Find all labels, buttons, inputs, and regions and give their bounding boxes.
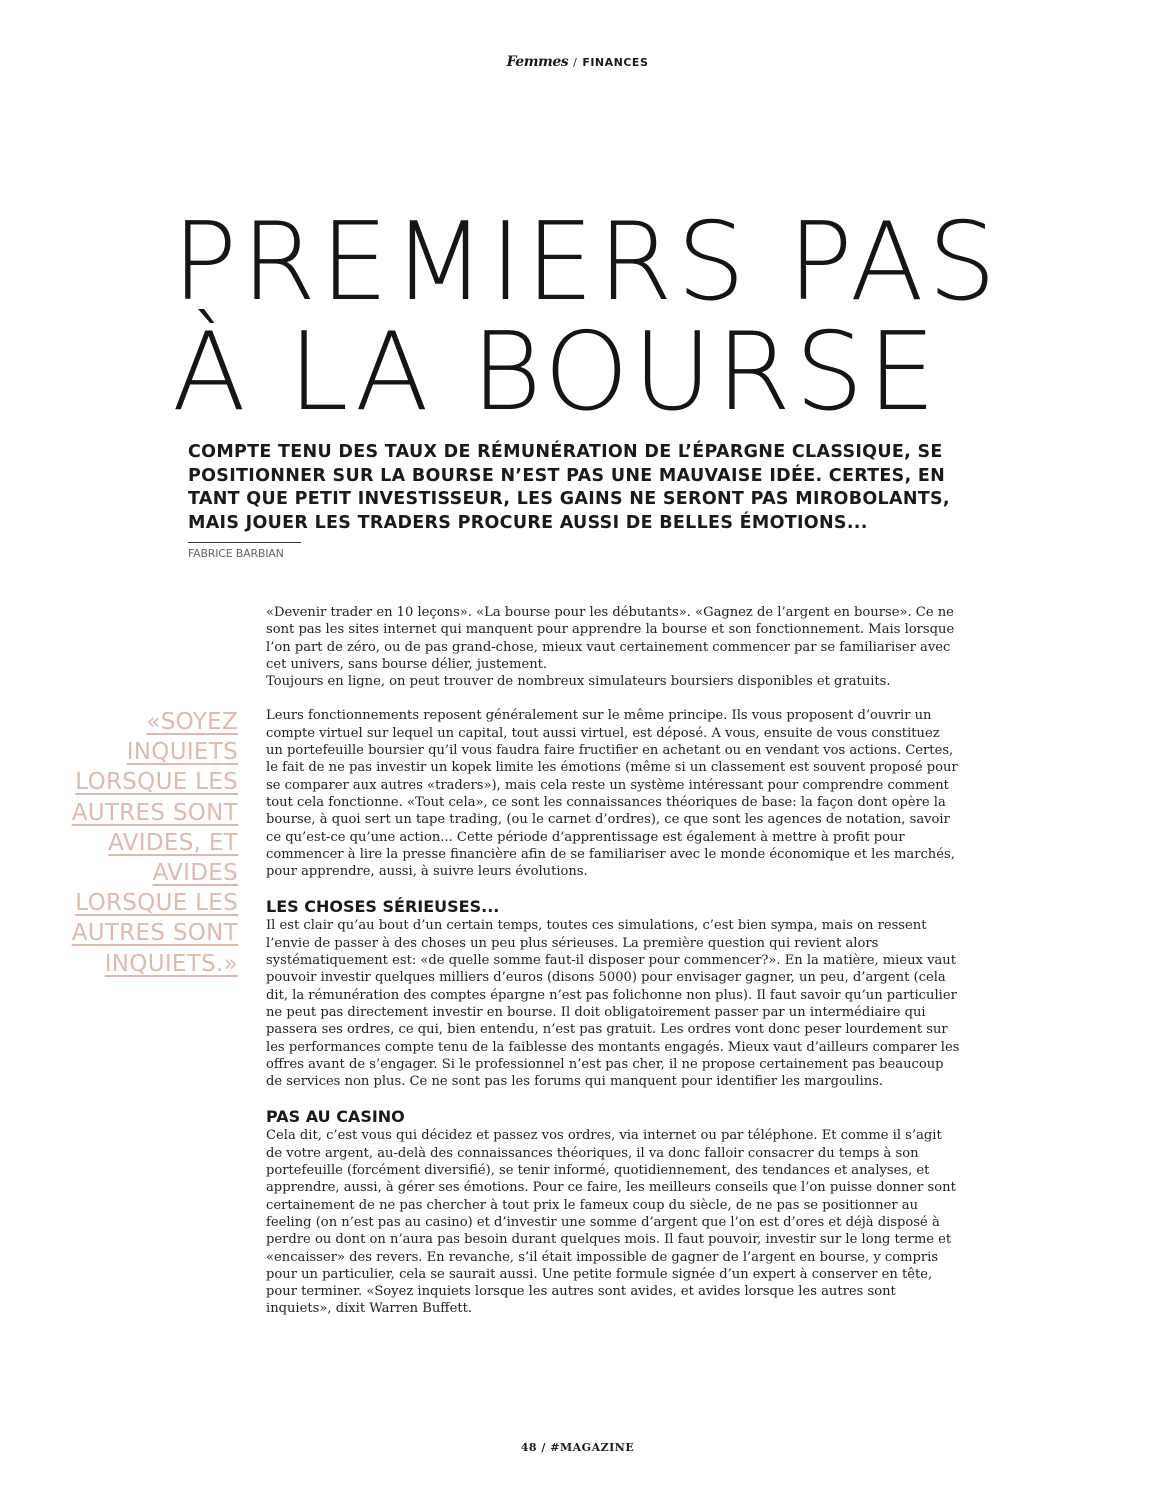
- section-label: FINANCES: [582, 56, 649, 69]
- article-intro: COMPTE TENU DES TAUX DE RÉMUNÉRATION DE L’ÉPARGNE CLASSIQUE, SE POSITIONNER SUR LA BOURSE N’EST PAS UNE MAUVAISE IDÉE. CERTES, EN TANT QUE PETIT INVESTISSEUR, LES GAINS NE SERONT PAS MIROBOLANTS, MAIS JOUER LES TRADERS PROCURE AUSSI DE BELLES ÉMOTIONS...: [188, 442, 950, 533]
- paragraph: «Devenir trader en 10 leçons». «La bourse pour les débutants». «Gagnez de l’argent en bourse». Ce ne sont pas les sites internet qui manquent pour apprendre la bourse et son fonctionnement. Mais lorsque l’on part de zéro, ou de pas grand-chose, mieux vaut certainement commencer par se familiariser avec cet univers, sans bourse délier, justement.: [266, 605, 955, 672]
- title-line-1: PREMIERS PAS: [172, 200, 1001, 325]
- section-heading: LES CHOSES SÉRIEUSES...: [266, 897, 500, 917]
- article-title: [172, 200, 1001, 435]
- pull-quote: [38, 707, 238, 979]
- paragraph-gap: [266, 880, 960, 897]
- page-header: [0, 54, 1155, 70]
- article-body: [266, 604, 960, 1318]
- paragraph: Leurs fonctionnements reposent généralement sur le même principe. Ils vous proposent d’ouvrir un compte virtuel sur lequel un capital, tout aussi virtuel, est déposé. A vous, ensuite de vous constituez un portefeuille boursier qu’il vous faudra faire fructifier en achetant ou en vendant vos actions. Certes, le fait de ne pas investir un kopek limite les émotions (même si un classement est souvent proposé pour se comparer aux autres «traders»), mais cela reste un système intéressant pour comprendre comment tout cela fonctionne. «Tout cela», ce sont les connaissances théoriques de base: la façon dont opère la bourse, à quoi sert un tape trading, (ou le carnet d’ordres), ce que sont les agences de notation, savoir ce qu’est-ce qu’une action... Cette période d’apprentissage est également à mettre à profit pour commencer à lire la presse financière afin de se familiariser avec le monde économique et les marchés, pour apprendre, aussi, à suivre leurs évolutions.: [266, 708, 958, 880]
- header-separator: /: [573, 56, 578, 69]
- section-heading: PAS AU CASINO: [266, 1107, 405, 1127]
- paragraph: Cela dit, c’est vous qui décidez et passez vos ordres, via internet ou par téléphone. Et comme il s’agit de votre argent, au-delà des connaissances théoriques, il va donc falloir consacrer du temps à son portefeuille (forcément diversifié), se tenir informé, quotidiennement, des tendances et analyses, et apprendre, aussi, à gérer ses émotions. Pour ce faire, les meilleurs conseils que l’on puisse donner sont certainement de ne pas chercher à tout prix le fameux coup du siècle, de ne pas se positionner au feeling (on n’est pas au casino) et d’investir une somme d’argent que l’on est d’ores et déjà disposé à perdre ou dont on n’aura pas besoin durant quelques mois. Il faut pouvoir, investir sur le long terme et «encaisser» des revers. En revanche, s’il était impossible de gagner de l’argent en bourse, y compris pour un particulier, cela se saurait aussi. Une petite formule signée d’un expert à conserver en tête, pour terminer. «Soyez inquiets lorsque les autres sont avides, et avides lorsque les autres sont inquiets», dixit Warren Buffett.: [266, 1128, 956, 1317]
- pull-quote-text: «SOYEZ INQUIETS LORSQUE LES AUTRES SONT AVIDES, ET AVIDES LORSQUE LES AUTRES SONT INQUIETS.»: [71, 709, 238, 977]
- paragraph: Il est clair qu’au bout d’un certain temps, toutes ces simulations, c’est bien sympa, mais on ressent l’envie de passer à des choses un peu plus sérieuses. La première question qui revient alors systématiquement est: «de quelle somme faut-il disposer pour commencer?». En la matière, mieux vaut pouvoir investir quelques milliers d’euros (disons 5000) pour envisager gagner, un peu, d’argent (cela dit, la rémunération des comptes épargne n’est pas folichonne non plus). Il faut savoir qu’un particulier ne peut pas directement investir en bourse. Il doit obligatoirement passer par un intermédiaire qui passera ses ordres, ce qui, bien entendu, n’est pas gratuit. Les ordres vont donc peser lourdement sur les performances compte tenu de la faiblesse des montants engagés. Mieux vaut d’ailleurs comparer les offres avant de s’engager. Si le professionnel n’est pas cher, il ne propose certainement pas beaucoup de services non plus. Ce ne sont pas les forums qui manquent pour identifier les margoulins.: [266, 918, 960, 1090]
- paragraph-gap: [266, 1090, 960, 1107]
- paragraph: Toujours en ligne, on peut trouver de nombreux simulateurs boursiers disponibles et gratuits.: [266, 674, 891, 690]
- author-byline: FABRICE BARBIAN: [188, 542, 301, 560]
- magazine-brand: Femmes: [506, 54, 569, 70]
- paragraph-gap: [266, 690, 960, 707]
- page-footer: 48 / #MAGAZINE: [520, 1441, 635, 1454]
- title-line-2: À LA BOURSE: [172, 310, 940, 435]
